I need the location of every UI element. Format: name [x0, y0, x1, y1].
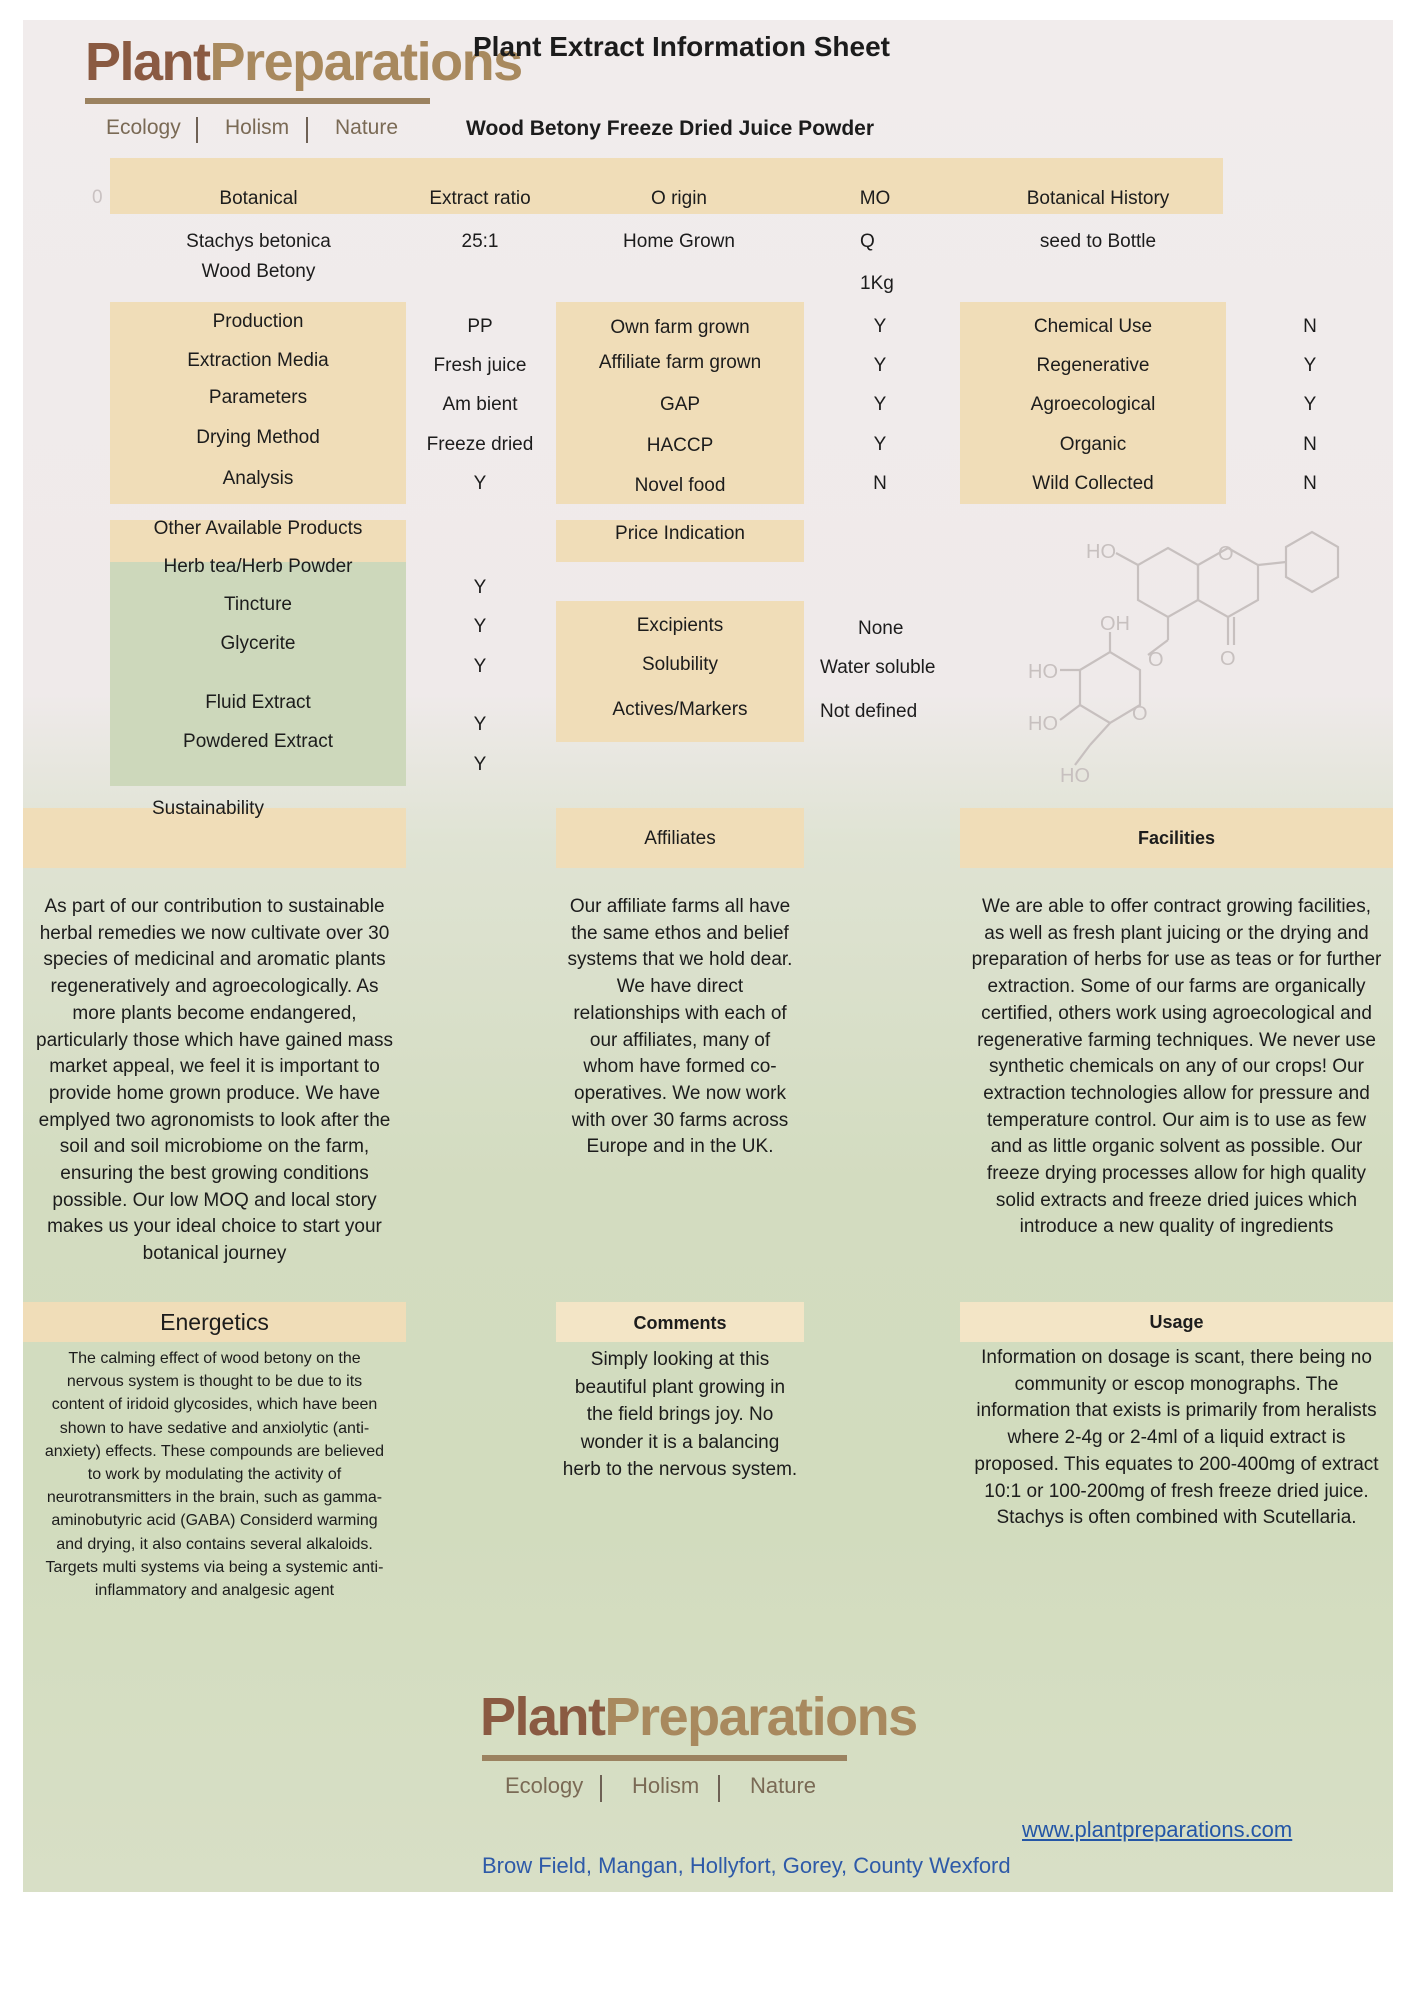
production-value: Freeze dried — [426, 434, 534, 455]
property-label: Actives/Markers — [612, 699, 748, 720]
chemical-value: N — [1303, 473, 1317, 494]
molecule-label: O — [1148, 649, 1164, 671]
other-product-value: Y — [473, 754, 487, 775]
property-value: Not defined — [820, 701, 918, 722]
mo-quantity: 1Kg — [860, 273, 894, 294]
logo-tag-nature: Nature — [335, 116, 399, 139]
usage-heading: Usage — [1149, 1312, 1204, 1332]
molecule-label: O — [1220, 648, 1236, 670]
molecule-label: HO — [1060, 765, 1090, 787]
production-label: Production — [212, 311, 304, 332]
sustainability-text: As part of our contribution to sustainable herbal remedies we now cultivate over 30 species of medicinal and aromatic plants regeneratively and agroecologically. As more plants become endangered, particularly those which have gained mass market appeal, we feel it is important to provide home grown produce. We have emplyed two agronomists to look after the soil and soil microbiome on the farm, ensuring the best growing conditions possible. Our low MOQ and local story makes us your ideal choice to start your botanical journey — [36, 896, 393, 1265]
facilities-heading: Facilities — [1137, 828, 1216, 848]
chemical-value: Y — [1303, 355, 1317, 376]
farming-value: Y — [873, 434, 887, 455]
farming-label: HACCP — [646, 435, 714, 456]
page-title: Plant Extract Information Sheet — [473, 31, 890, 62]
property-label: Excipients — [636, 615, 724, 636]
molecule-label: O — [1218, 543, 1234, 565]
chemical-label: Chemical Use — [1033, 316, 1153, 337]
farming-label: GAP — [659, 394, 701, 415]
chemical-value: N — [1303, 434, 1317, 455]
other-product-label: Glycerite — [220, 633, 296, 654]
affiliates-heading: Affiliates — [644, 828, 716, 849]
affiliates-text: Our affiliate farms all have the same ethos and belief systems that we hold dear. We have direct relationships with each of our affiliates, many of whom have formed co- operatives. We now work with over 30 farms across Europe and in the UK. — [567, 896, 793, 1158]
logo-separator — [196, 117, 198, 143]
website-link[interactable]: www.plantpreparations.com — [1022, 1817, 1293, 1842]
origin-value: Home Grown — [623, 231, 735, 252]
molecule-label: O — [1132, 703, 1148, 725]
molecule-label: HO — [1028, 713, 1058, 735]
property-label: Solubility — [641, 654, 719, 675]
energetics-heading: Energetics — [160, 1309, 269, 1335]
chemical-label: Organic — [1059, 434, 1127, 455]
production-label: Drying Method — [196, 427, 320, 448]
molecule-label: HO — [1086, 541, 1116, 563]
stray-mark: 0 — [92, 187, 103, 208]
production-value: Y — [473, 473, 487, 494]
logo-separator — [600, 1775, 602, 1802]
botanical-common: Wood Betony — [201, 261, 316, 282]
header-botanical-history: Botanical History — [1026, 188, 1170, 209]
other-product-label: Fluid Extract — [205, 692, 311, 713]
usage-text: Information on dosage is scant, there being no community or escop monographs. The information that exists is primarily from heralists where 2-4g or 2-4ml of a liquid extract is proposed. This equates to 200-400mg of extract 10:1 or 100-200mg of fresh freeze dried juice. Stachys is often combined with Scutellaria. — [974, 1347, 1379, 1529]
logo-tag-ecology: Ecology — [505, 1773, 584, 1798]
product-name: Wood Betony Freeze Dried Juice Powder — [466, 117, 875, 140]
farming-label: Own farm grown — [610, 317, 750, 338]
facilities-text: We are able to offer contract growing facilities, as well as fresh plant juicing or the drying and preparation of herbs for use as teas or for further extraction. Some of our farms are organically certified, others work using agroecological and regenerative farming techniques. We never use synthetic chemicals on any of our crops! Our extraction technologies allow for pressure and temperature control. Our aim is to use as few and as little organic solvent as possible. Our freeze drying processes allow for high quality solid extracts and freeze dried juices which introduce a new quality of ingredients — [971, 896, 1382, 1238]
property-value: None — [858, 618, 904, 639]
molecule-label: HO — [1028, 661, 1058, 683]
chemical-value: Y — [1303, 394, 1317, 415]
header-mo: MO — [859, 188, 891, 209]
logo-separator — [306, 117, 308, 143]
other-products-heading: Other Available Products — [153, 518, 363, 539]
farming-value: Y — [873, 394, 887, 415]
header-extract-ratio: Extract ratio — [429, 188, 531, 209]
other-product-value: Y — [473, 616, 487, 637]
production-label: Parameters — [208, 387, 308, 408]
production-label: Analysis — [222, 468, 294, 489]
logo-underline — [482, 1755, 847, 1761]
logo-separator — [718, 1775, 720, 1802]
chemical-label: Agroecological — [1030, 394, 1156, 415]
other-product-label: Herb tea/Herb Powder — [163, 556, 353, 577]
farming-label: Novel food — [634, 475, 726, 496]
logo-tag-holism: Holism — [632, 1773, 700, 1798]
extract-ratio-value: 25:1 — [461, 231, 499, 252]
farming-value: Y — [873, 316, 887, 337]
price-indication-label: Price Indication — [615, 523, 745, 544]
chemical-label: Regenerative — [1036, 355, 1150, 376]
production-value: PP — [467, 316, 493, 337]
header-origin: O rigin — [651, 188, 707, 209]
logo-wordmark: PlantPreparations — [480, 1687, 917, 1747]
other-product-label: Powdered Extract — [183, 731, 333, 752]
sustainability-heading: Sustainability — [152, 798, 264, 819]
logo-wordmark: PlantPreparations — [85, 32, 522, 92]
production-value: Fresh juice — [433, 355, 527, 376]
footer-address: Brow Field, Mangan, Hollyfort, Gorey, County Wexford — [482, 1853, 1011, 1878]
molecule-label: OH — [1100, 613, 1130, 635]
energetics-text: The calming effect of wood betony on the nervous system is thought to be due to its content of iridoid glycosides, which have been shown to have sedative and anxiolytic (anti- anxiety) effects. These compounds are believed to work by modulating the activity of neurotransmitters in the brain, such as gamma- aminobutyric acid (GABA) Considerd warming and drying, it also contains several alkaloids. Targets multi systems via being a systemic anti- inflammatory and analgesic agent — [44, 1350, 385, 1600]
farming-value: N — [873, 473, 887, 494]
chemical-label: Wild Collected — [1032, 473, 1154, 494]
other-product-value: Y — [473, 714, 487, 735]
logo-underline — [85, 98, 430, 104]
history-value: seed to Bottle — [1039, 231, 1157, 252]
header-botanical: Botanical — [219, 188, 298, 209]
production-label: Extraction Media — [187, 350, 329, 371]
production-value: Am bient — [442, 394, 518, 415]
molecule-structure-icon — [1020, 520, 1350, 800]
farming-value: Y — [873, 355, 887, 376]
comments-text: Simply looking at this beautiful plant growing in the field brings joy. No wonder it is a balancing herb to the nervous system. — [562, 1349, 798, 1480]
other-product-label: Tincture — [224, 594, 292, 615]
botanical-latin: Stachys betonica — [186, 231, 331, 252]
other-product-value: Y — [473, 577, 487, 598]
comments-heading: Comments — [633, 1313, 727, 1333]
logo-tag-nature: Nature — [750, 1773, 817, 1798]
other-product-value: Y — [473, 656, 487, 677]
logo-tag-ecology: Ecology — [106, 116, 181, 139]
mo-value: Q — [860, 231, 875, 252]
farming-label: Affiliate farm grown — [598, 352, 762, 373]
property-value: Water soluble — [820, 657, 936, 678]
chemical-value: N — [1303, 316, 1317, 337]
logo-tag-holism: Holism — [225, 116, 290, 139]
